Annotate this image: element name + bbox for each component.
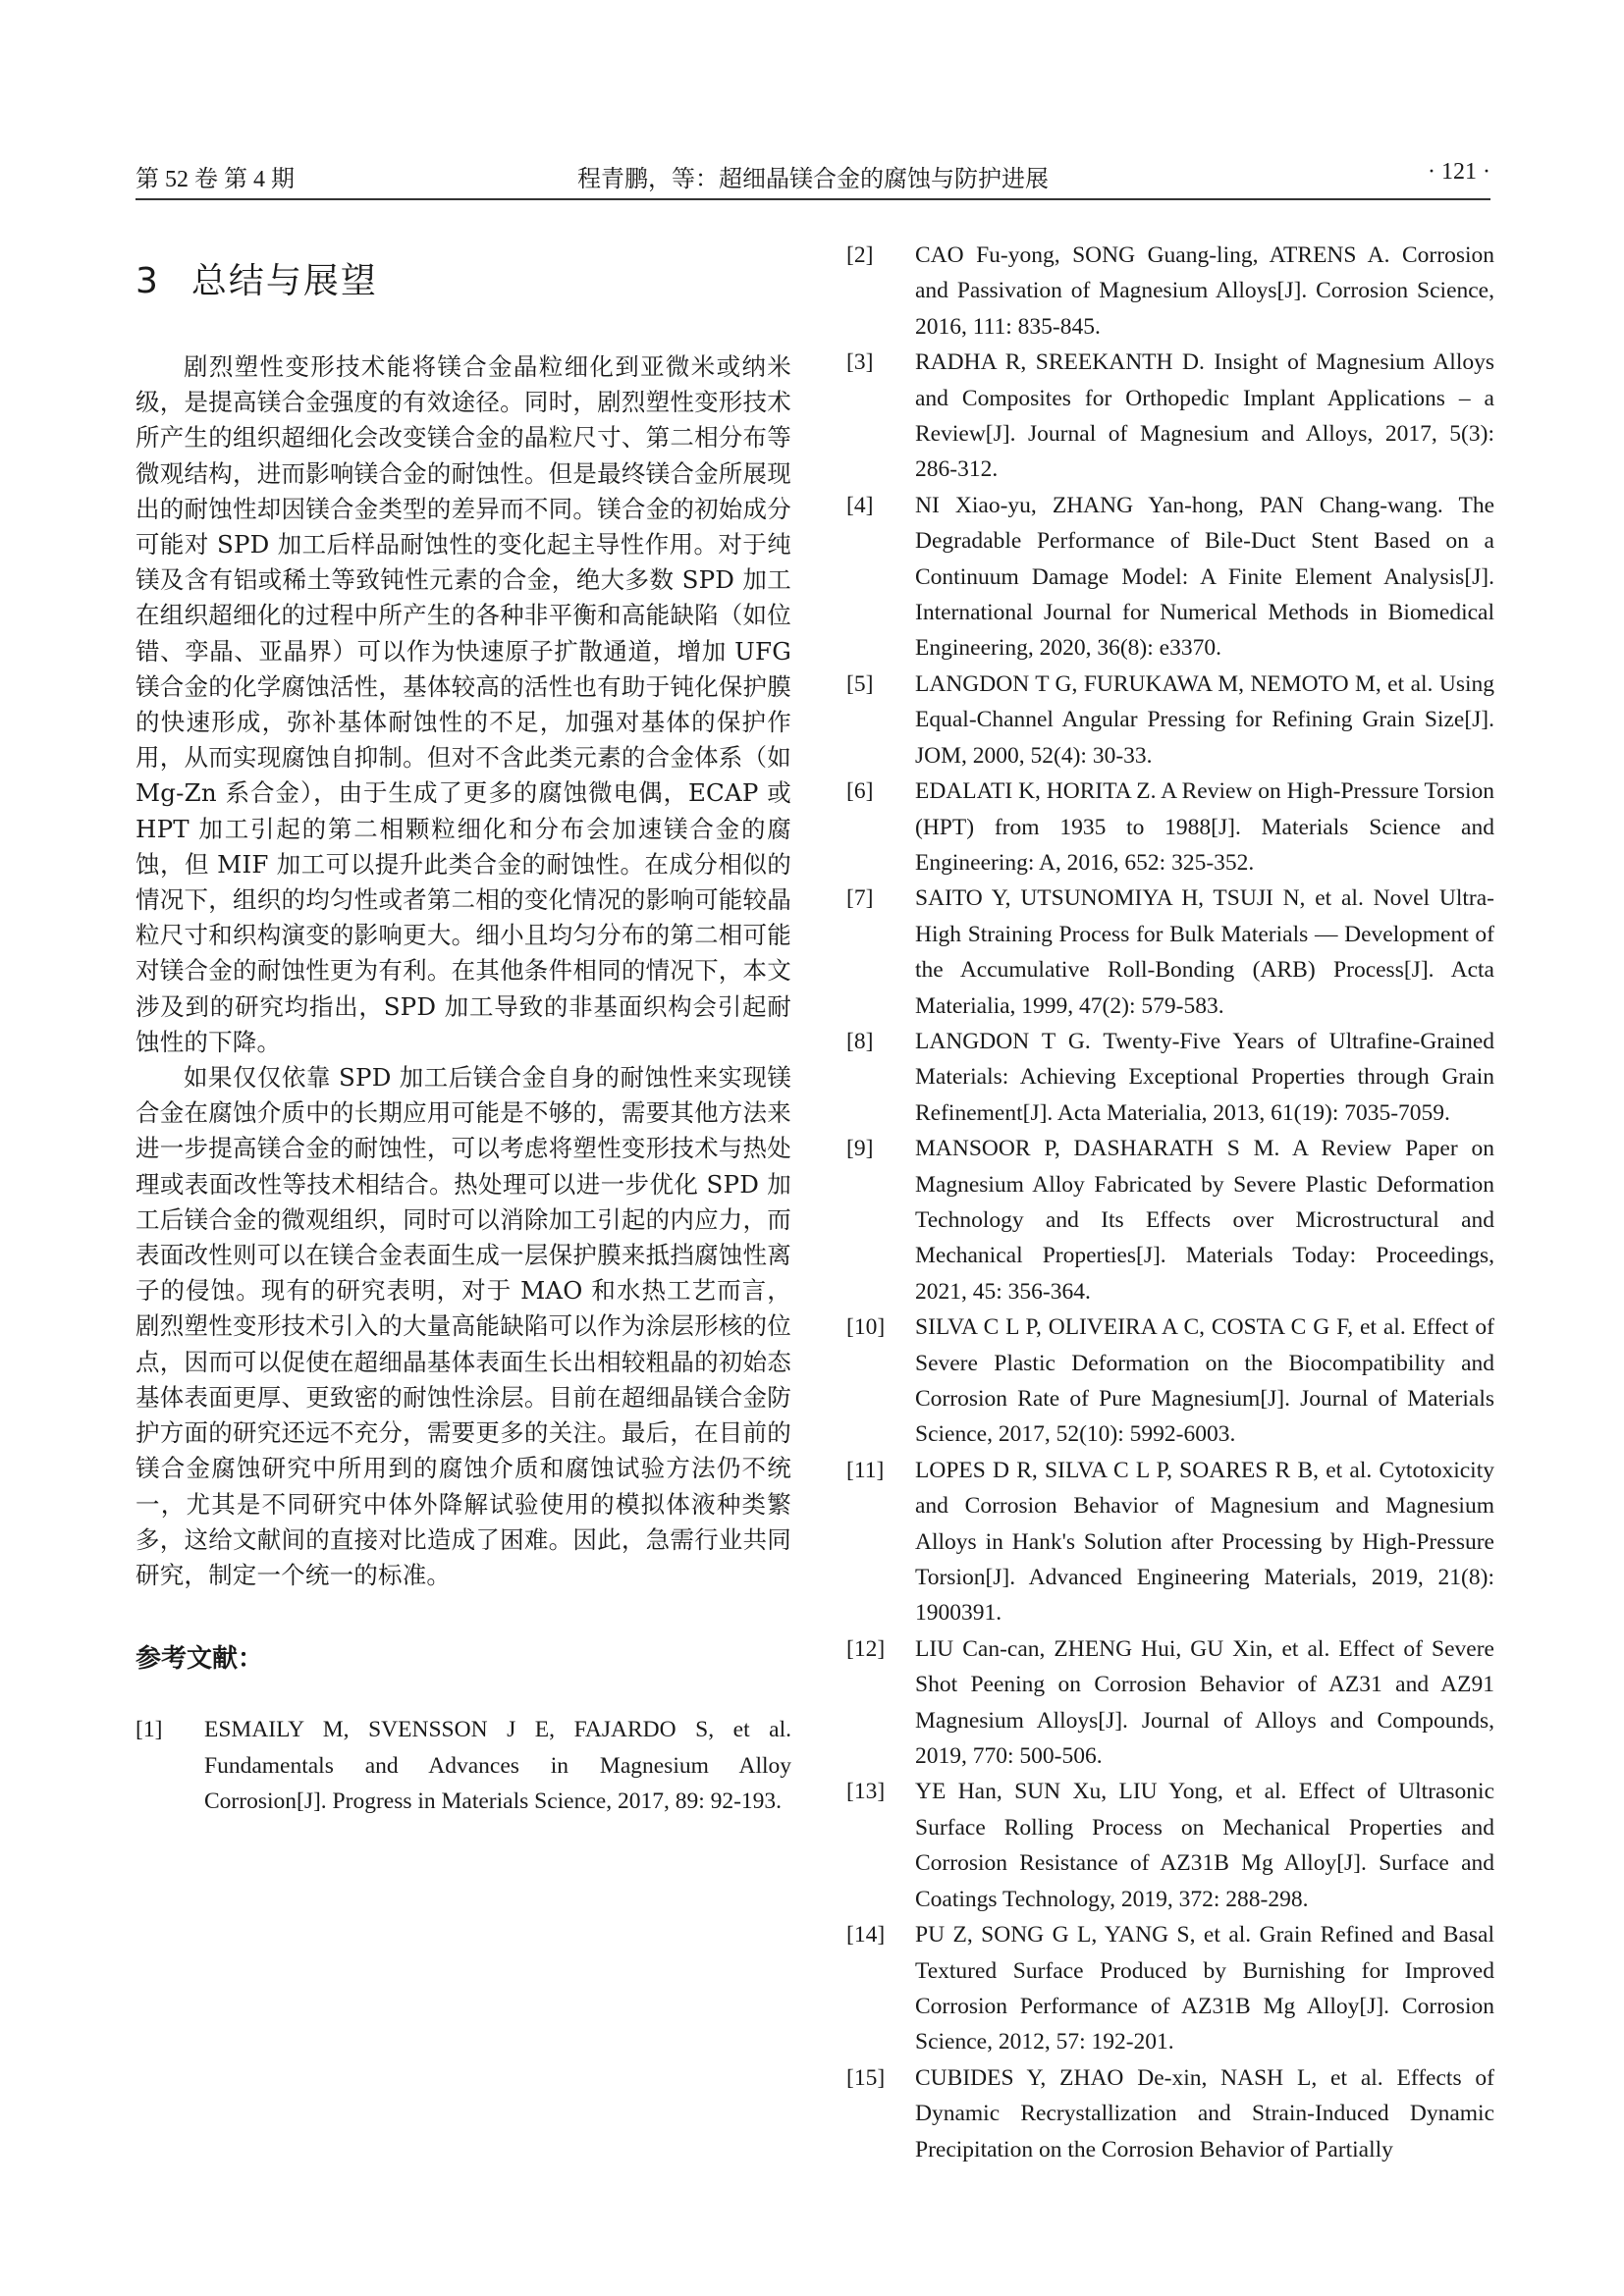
left-column [135, 257, 791, 1819]
reference-number: [3] [846, 349, 874, 376]
reference-text: CUBIDES Y, ZHAO De-xin, NASH L, et al. Effects of Dynamic Recrystallization and Strain-Induced Dynamic Precipitation on the Corrosion Behavior of Partially [915, 2064, 1494, 2163]
reference-number: [6] [846, 778, 874, 805]
references-heading: 参考文献： [135, 1644, 264, 1675]
reference-item [846, 1631, 1494, 1775]
reference-number: [14] [846, 1922, 886, 1949]
reference-item [846, 667, 1494, 774]
reference-item [846, 488, 1494, 667]
section-heading [135, 257, 791, 306]
reference-text: YE Han, SUN Xu, LIU Yong, et al. Effect of Ultrasonic Surface Rolling Process on Mechanical Properties and Corrosion Resistance of AZ31B Mg Alloy[J]. Surface and Coatings Technology, 2019, 372: 288-298. [915, 1779, 1494, 1912]
reference-number: [4] [846, 492, 874, 518]
reference-item [846, 238, 1494, 345]
journal-volume-issue: 第 52 卷 第 4 期 [135, 167, 295, 192]
reference-number: [8] [846, 1028, 874, 1054]
reference-text: LANGDON T G. Twenty-Five Years of Ultrafine-Grained Materials: Achieving Exceptional Properties through Grain Refinement[J]. Acta Materialia, 2013, 61(19): 7035-7059. [915, 1028, 1494, 1126]
running-header [135, 153, 1490, 200]
reference-text: NI Xiao-yu, ZHANG Yan-hong, PAN Chang-wang. The Degradable Performance of Bile-Duct Stent Based on a Continuum Damage Model: A Finite Element Analysis[J]. International Journal for Numerical Methods in Biomedical Engineering, 2020, 36(8): e3370. [915, 492, 1494, 662]
reference-text: MANSOOR P, DASHARATH S M. A Review Paper on Magnesium Alloy Fabricated by Severe Plastic Deformation Technology and Its Effects over Microstructural and Mechanical Properties[J]. Materials Today: Proceedings, 2021, 45: 356-364. [915, 1136, 1494, 1305]
reference-item [135, 1712, 791, 1819]
reference-item [846, 345, 1494, 488]
reference-text: ESMAILY M, SVENSSON J E, FAJARDO S, et al. Fundamentals and Advances in Magnesium Alloy Corrosion[J]. Progress in Materials Science, 2017, 89: 92-193. [204, 1717, 791, 1814]
right-column [846, 238, 1494, 2167]
reference-text: CAO Fu-yong, SONG Guang-ling, ATRENS A. Corrosion and Passivation of Magnesium Alloys[J]. Corrosion Science, 2016, 111: 835-845. [915, 242, 1494, 340]
reference-text: LANGDON T G, FURUKAWA M, NEMOTO M, et al. Using Equal-Channel Angular Pressing for Refining Grain Size[J]. JOM, 2000, 52(4): 30-33. [915, 670, 1494, 769]
reference-item [846, 1453, 1494, 1631]
reference-number: [15] [846, 2064, 886, 2091]
reference-text: EDALATI K, HORITA Z. A Review on High-Pressure Torsion (HPT) from 1935 to 1988[J]. Materials Science and Engineering: A, 2016, 652: 325-352. [915, 778, 1495, 876]
reference-number: [9] [846, 1136, 874, 1162]
running-title: 程青鹏，等：超细晶镁合金的腐蚀与防护进展 [577, 167, 1049, 192]
reference-text: RADHA R, SREEKANTH D. Insight of Magnesium Alloys and Composites for Orthopedic Implant Applications – a Review[J]. Journal of Magnesium and Alloys, 2017, 5(3): 286-312. [915, 349, 1494, 483]
reference-text: LIU Can-can, ZHENG Hui, GU Xin, et al. Effect of Severe Shot Peening on Corrosion Behavior of AZ31 and AZ91 Magnesium Alloys[J]. Journal of Alloys and Compounds, 2019, 770: 500-506. [915, 1635, 1494, 1770]
reference-number: [7] [846, 885, 874, 912]
reference-number: [2] [846, 242, 874, 268]
reference-item [846, 774, 1494, 881]
reference-number: [12] [846, 1635, 886, 1662]
reference-number: [13] [846, 1779, 886, 1805]
reference-number: [11] [846, 1457, 885, 1483]
reference-number: [5] [846, 670, 874, 697]
page-number: · 121 · [1428, 159, 1490, 185]
reference-text: SILVA C L P, OLIVEIRA A C, COSTA C G F, et al. Effect of Severe Plastic Deformation on the Biocompatibility and Corrosion Rate of Pure Magnesium[J]. Journal of Materials Science, 2017, 52(10): 5992-6003. [915, 1314, 1494, 1448]
reference-number: [1] [135, 1717, 163, 1743]
reference-item [846, 881, 1494, 1024]
reference-item [846, 1309, 1494, 1453]
reference-text: PU Z, SONG G L, YANG S, et al. Grain Refined and Basal Textured Surface Produced by Burnishing for Improved Corrosion Performance of AZ31B Mg Alloy[J]. Corrosion Science, 2012, 57: 192-201. [915, 1922, 1494, 2056]
reference-item [846, 2060, 1494, 2167]
reference-number: [10] [846, 1314, 886, 1341]
section-title: 总结与展望 [190, 261, 378, 301]
reference-item [846, 1774, 1494, 1917]
reference-text: LOPES D R, SILVA C L P, SOARES R B, et al. Cytotoxicity and Corrosion Behavior of Magnesium and Magnesium Alloys in Hank's Solution after Processing by High-Pressure Torsion[J]. Advanced Engineering Materials, 2019, 21(8): 1900391. [915, 1457, 1494, 1627]
reference-text: SAITO Y, UTSUNOMIYA H, TSUJI N, et al. Novel Ultra-High Straining Process for Bulk Materials — Development of the Accumulative Roll-Bonding (ARB) Process[J]. Acta Materialia, 1999, 47(2): 579-583. [915, 885, 1494, 1019]
body-paragraph: 如果仅仅依靠 SPD 加工后镁合金自身的耐蚀性来实现镁合金在腐蚀介质中的长期应用可能是不够的，需要其他方法来进一步提高镁合金的耐蚀性，可以考虑将塑性变形技术与热处理或表面改性等技术相结合。热处理可以进一步优化 SPD 加工后镁合金的微观组织，同时可以消除加工引起的内应力，而表面改性则可以在镁合金表面生成一层保护膜来抵挡腐蚀性离子的侵蚀。现有的研究表明，对于 MAO 和水热工艺而言，剧烈塑性变形技术引入的大量高能缺陷可以作为涂层形核的位点，因而可以促使在超细晶基体表面生长出相较粗晶的初始态基体表面更厚、更致密的耐蚀性涂层。目前在超细晶镁合金防护方面的研究还远不充分，需要更多的关注。最后，在目前的镁合金腐蚀研究中所用到的腐蚀介质和腐蚀试验方法仍不统一，尤其是不同研究中体外降解试验使用的模拟体液种类繁多，这给文献间的直接对比造成了困难。因此，急需行业共同研究，制定一个统一的标准。 [135, 1063, 791, 1589]
reference-item [846, 1917, 1494, 2060]
body-paragraph: 剧烈塑性变形技术能将镁合金晶粒细化到亚微米或纳米级，是提高镁合金强度的有效途径。同时，剧烈塑性变形技术所产生的组织超细化会改变镁合金的晶粒尺寸、第二相分布等微观结构，进而影响镁合金的耐蚀性。但是最终镁合金所展现出的耐蚀性却因镁合金类型的差异而不同。镁合金的初始成分可能对 SPD 加工后样品耐蚀性的变化起主导性作用。对于纯镁及含有铝或稀土等致钝性元素的合金，绝大多数 SPD 加工在组织超细化的过程中所产生的各种非平衡和高能缺陷（如位错、孪晶、亚晶界）可以作为快速原子扩散通道，增加 UFG 镁合金的化学腐蚀活性，基体较高的活性也有助于钝化保护膜的快速形成，弥补基体耐蚀性的不足，加强对基体的保护作用，从而实现腐蚀自抑制。但对不含此类元素的合金体系（如 Mg-Zn 系合金），由于生成了更多的腐蚀微电偶，ECAP 或 HPT 加工引起的第二相颗粒细化和分布会加速镁合金的腐蚀，但 MIF 加工可以提升此类合金的耐蚀性。在成分相似的情况下，组织的均匀性或者第二相的变化情况的影响可能较晶粒尺寸和织构演变的影响更大。细小且均匀分布的第二相可能对镁合金的耐蚀性更为有利。在其他条件相同的情况下，本文涉及到的研究均指出，SPD 加工导致的非基面织构会引起耐蚀性的下降。 [135, 352, 791, 1056]
section-number: 3 [135, 261, 160, 301]
reference-item [846, 1024, 1494, 1131]
reference-item [846, 1131, 1494, 1309]
